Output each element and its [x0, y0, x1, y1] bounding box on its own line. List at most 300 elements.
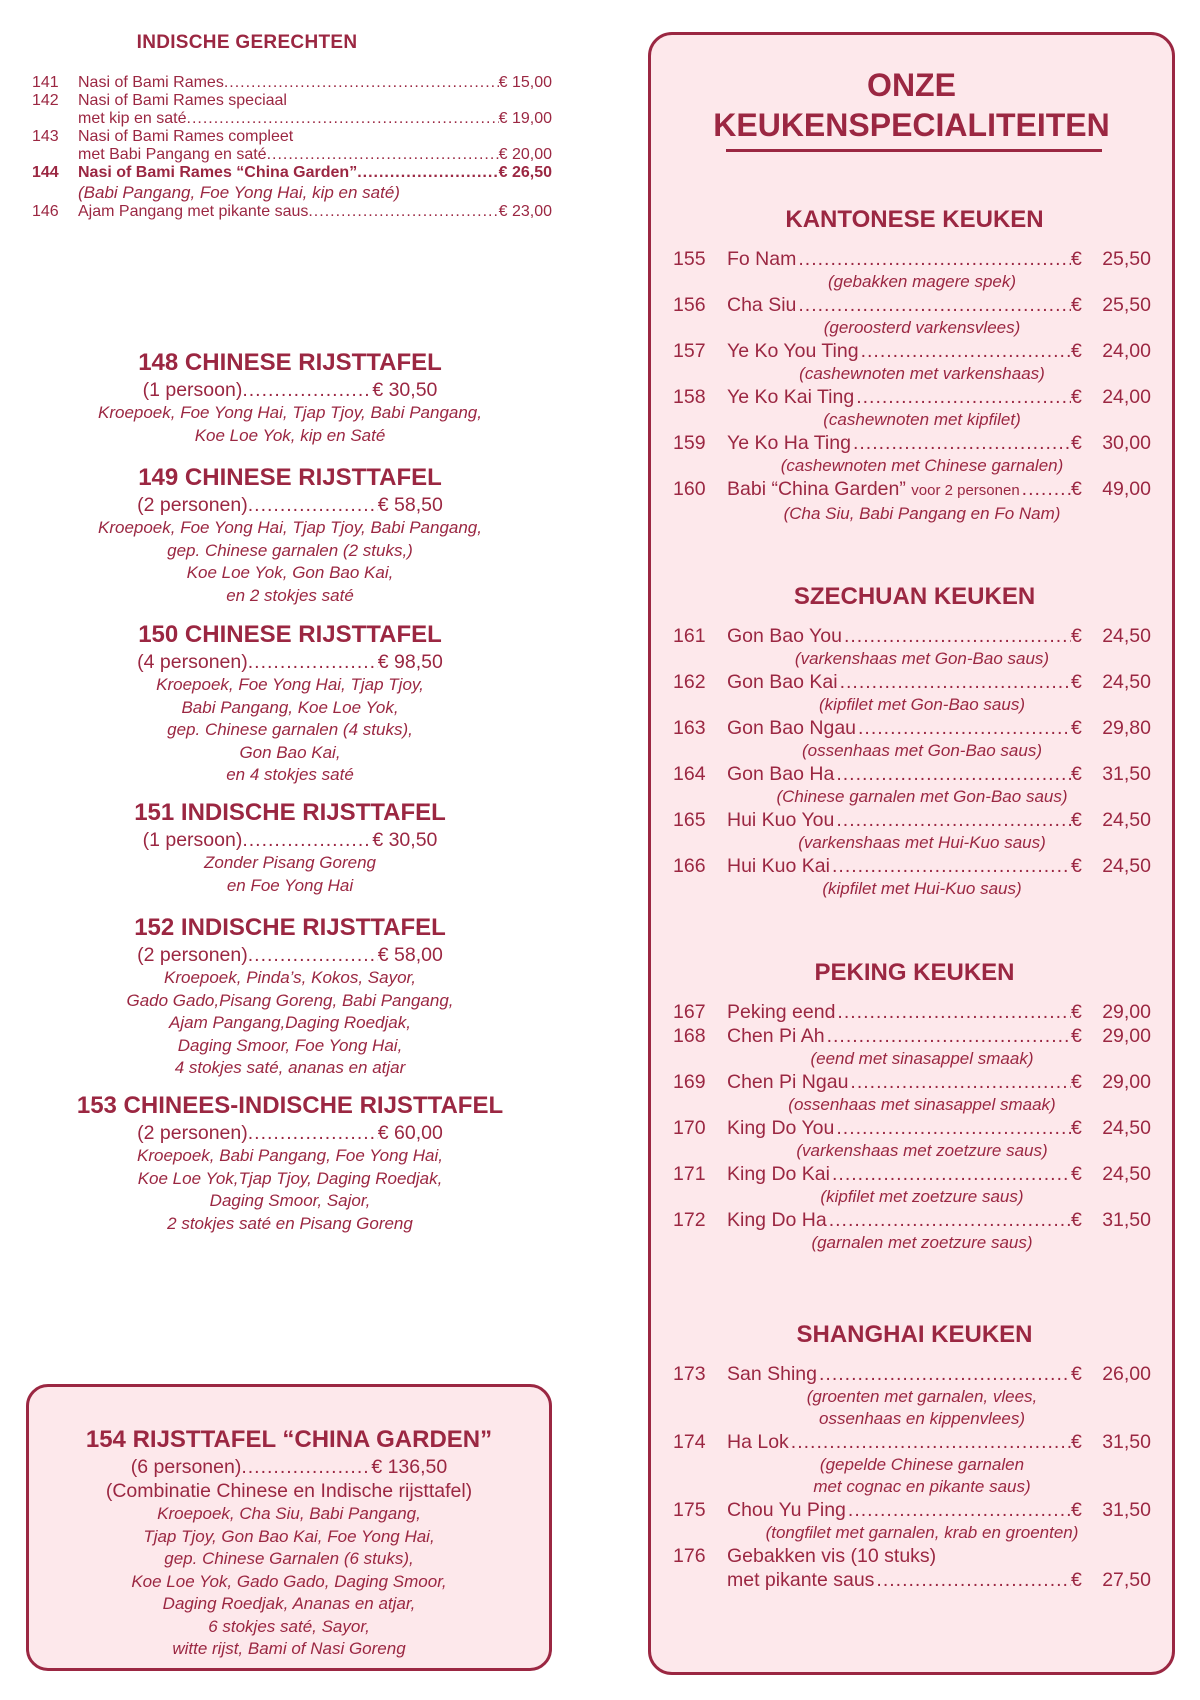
- item-name-text: Babi “China Garden”: [727, 478, 912, 500]
- item-name: [727, 1498, 846, 1522]
- leader-dots: [858, 716, 1071, 740]
- amount: 24,00: [1102, 340, 1151, 362]
- description-line: gep. Chinese Garnalen (6 stuks),: [164, 1549, 414, 1568]
- rijsttafel-148: [30, 348, 550, 447]
- menu-item: [32, 164, 552, 203]
- item-name-text: Ye Ko Ha Ting: [727, 432, 851, 454]
- item-price: [1071, 1070, 1151, 1094]
- currency: €: [1071, 763, 1082, 785]
- item-name: [727, 1430, 789, 1454]
- amount: 29,00: [1102, 1071, 1151, 1093]
- menu-item: [673, 1544, 1151, 1592]
- item-name: [727, 293, 796, 317]
- price: € 30,50: [372, 379, 438, 401]
- description-line: Kroepoek, Babi Pangang, Foe Yong Hai,: [137, 1146, 443, 1165]
- currency: €: [1071, 478, 1082, 500]
- currency: €: [1071, 1025, 1082, 1047]
- panel-title: [651, 65, 1172, 145]
- amount: 25,50: [1102, 248, 1151, 270]
- menu-line: [673, 808, 1151, 832]
- leader-dots: [837, 1000, 1071, 1024]
- kitchen-title: SHANGHAI KEUKEN: [796, 1321, 1033, 1348]
- rijsttafel-description: [30, 402, 550, 447]
- menu-line: [673, 1024, 1151, 1048]
- description-line: gep. Chinese garnalen (4 stuks),: [167, 720, 413, 739]
- item-name: [727, 670, 838, 694]
- item-price: [1071, 1162, 1151, 1186]
- description-line: Daging Roedjak, Ananas en atjar,: [162, 1594, 416, 1613]
- item-number: 175: [673, 1499, 706, 1521]
- rijsttafel-description: [30, 517, 550, 607]
- rijsttafel-title: 152 INDISCHE RIJSTTAFEL: [134, 914, 446, 941]
- currency: €: [1071, 432, 1082, 454]
- amount: 24,50: [1102, 625, 1151, 647]
- currency: €: [1071, 809, 1082, 831]
- panel-title-line2: KEUKENSPECIALITEITEN: [713, 107, 1110, 143]
- keukenspecialiteiten-panel: [648, 32, 1175, 1675]
- item-price: [1071, 854, 1151, 878]
- rijsttafel-price-line: [30, 493, 550, 517]
- item-name: [727, 1362, 817, 1386]
- amount: 31,50: [1102, 1209, 1151, 1231]
- description-line: Kroepoek, Cha Siu, Babi Pangang,: [157, 1504, 421, 1523]
- rijsttafel-price-line: [30, 828, 550, 852]
- menu-line: [32, 92, 552, 110]
- leader-dots: [827, 1024, 1071, 1048]
- item-description: (cashewnoten met Chinese garnalen): [780, 456, 1064, 475]
- item-price: € 20,00: [498, 146, 552, 163]
- menu-line: [673, 670, 1151, 694]
- item-name: [727, 247, 796, 271]
- item-name-text: Peking eend: [727, 1001, 836, 1023]
- amount: 31,50: [1102, 1431, 1151, 1453]
- item-extra: voor 2 personen: [911, 482, 1020, 499]
- item-name-continued: met pikante saus: [727, 1569, 875, 1591]
- item-description: (kipfilet met Hui-Kuo saus): [822, 879, 1022, 898]
- rijsttafel-description: [29, 1503, 549, 1661]
- description-line: en 4 stokjes saté: [226, 765, 354, 784]
- description-line: Kroepoek, Foe Yong Hai, Tjap Tjoy,: [156, 675, 424, 694]
- menu-item: [32, 92, 552, 128]
- rijsttafel-title: 153 CHINEES-INDISCHE RIJSTTAFEL: [76, 1092, 504, 1119]
- item-name: [727, 431, 851, 455]
- item-description: (cashewnoten met kipfilet): [823, 410, 1021, 429]
- amount: 26,00: [1102, 1363, 1151, 1385]
- menu-item: [673, 1498, 1151, 1544]
- item-number: 158: [673, 386, 706, 408]
- item-name: [727, 477, 1020, 503]
- menu-item: [673, 624, 1151, 670]
- currency: €: [1071, 248, 1082, 270]
- leader-dots: [819, 1362, 1071, 1386]
- description-line: 4 stokjes saté, ananas en atjar: [174, 1058, 406, 1077]
- menu-item: [673, 477, 1151, 525]
- amount: 24,50: [1102, 1163, 1151, 1185]
- leader-dots: [242, 378, 372, 402]
- menu-line: [673, 1116, 1151, 1140]
- leader-dots: [853, 431, 1071, 455]
- menu-item: [673, 1362, 1151, 1430]
- menu-line: [32, 74, 552, 92]
- item-name-text: Hui Kuo Kai: [727, 855, 830, 877]
- rijsttafel-description: [30, 1145, 550, 1235]
- persons-label: (1 persoon): [142, 379, 243, 401]
- indische-gerechten-section: [32, 32, 552, 221]
- item-name: Nasi of Bami Rames “China Garden”: [78, 164, 358, 181]
- description-line: Koe Loe Yok, kip en Saté: [194, 425, 386, 445]
- menu-line: [673, 1208, 1151, 1232]
- item-price: [1071, 1208, 1151, 1232]
- menu-item: [673, 1000, 1151, 1024]
- item-description: (eend met sinasappel smaak): [810, 1049, 1034, 1068]
- menu-line: [673, 431, 1151, 455]
- description-line: Kroepoek, Foe Yong Hai, Tjap Tjoy, Babi Pangang,: [97, 518, 482, 537]
- currency: €: [1071, 1431, 1082, 1453]
- amount: 27,50: [1102, 1569, 1151, 1591]
- rijsttafel-153: [30, 1091, 550, 1235]
- menu-line: [673, 247, 1151, 271]
- item-number: 165: [673, 809, 706, 831]
- amount: 24,00: [1102, 386, 1151, 408]
- leader-dots: [844, 624, 1071, 648]
- description-line: Gado Gado,Pisang Goreng, Babi Pangang,: [126, 990, 454, 1010]
- menu-line: [673, 854, 1151, 878]
- persons-label: (2 personen): [137, 944, 248, 966]
- menu-item: [673, 716, 1151, 762]
- item-price: [1071, 716, 1151, 740]
- item-description: met cognac en pikante saus): [813, 1477, 1031, 1496]
- amount: 24,50: [1102, 1117, 1151, 1139]
- item-number: 159: [673, 432, 706, 454]
- leader-dots: [242, 828, 372, 852]
- price: € 58,00: [377, 944, 443, 966]
- menu-line: [673, 1544, 1151, 1568]
- persons-label: (6 personen): [130, 1456, 242, 1478]
- leader-dots: [832, 854, 1071, 878]
- item-price: € 23,00: [498, 203, 552, 220]
- leader-dots: [829, 1208, 1071, 1232]
- item-description: ossenhaas en kippenvlees): [818, 1409, 1026, 1428]
- item-description: (varkenshaas met zoetzure saus): [796, 1141, 1048, 1160]
- item-name-text: King Do You: [727, 1117, 835, 1139]
- item-name: [727, 1024, 825, 1048]
- item-description: (gebakken magere spek): [827, 272, 1017, 291]
- item-name: [727, 762, 834, 786]
- currency: €: [1071, 294, 1082, 316]
- currency: €: [1071, 625, 1082, 647]
- item-description: (ossenhaas met Gon-Bao saus): [801, 741, 1042, 760]
- item-price: € 19,00: [498, 110, 552, 127]
- amount: 24,50: [1102, 855, 1151, 877]
- currency: €: [1071, 1163, 1082, 1185]
- item-name-text: Gon Bao Ngau: [727, 717, 857, 739]
- item-price: [1071, 431, 1151, 455]
- description-line: en 2 stokjes saté: [226, 585, 354, 605]
- item-name: Nasi of Bami Rames: [78, 74, 224, 91]
- kitchen-title: PEKING KEUKEN: [814, 959, 1015, 986]
- leader-dots: [876, 1568, 1071, 1592]
- description-line: Zonder Pisang Goreng: [204, 853, 376, 872]
- item-number: 157: [673, 340, 706, 362]
- item-description: (kipfilet met zoetzure saus): [820, 1187, 1024, 1206]
- description-line: Kroepoek, Pinda’s, Kokos, Sayor,: [163, 968, 416, 987]
- item-description: (geroosterd varkensvlees): [823, 318, 1021, 337]
- item-name: Nasi of Bami Rames compleet: [78, 128, 294, 145]
- item-name-text: Ha Lok: [727, 1431, 789, 1453]
- leader-dots: [848, 1498, 1071, 1522]
- rijsttafel-151: [30, 798, 550, 897]
- currency: €: [1071, 1499, 1082, 1521]
- item-number: 164: [673, 763, 706, 785]
- item-price: € 15,00: [498, 74, 552, 91]
- rijsttafel-price-line: [30, 378, 550, 402]
- amount: 30,00: [1102, 432, 1151, 454]
- rijsttafel-price-line: [29, 1455, 549, 1479]
- amount: 24,50: [1102, 671, 1151, 693]
- description-line: Gon Bao Kai,: [239, 742, 341, 762]
- item-name: [727, 854, 830, 878]
- rijsttafel-description: [30, 852, 550, 897]
- item-price: [1071, 762, 1151, 786]
- item-number: 160: [673, 478, 706, 500]
- item-number: 162: [673, 671, 706, 693]
- item-price: [1071, 1430, 1151, 1454]
- item-price: [1071, 1362, 1151, 1386]
- item-name: met kip en saté: [78, 110, 187, 127]
- description-line: witte rijst, Bami of Nasi Goreng: [172, 1639, 406, 1658]
- persons-label: (2 personen): [137, 494, 248, 516]
- item-name: [727, 716, 856, 740]
- menu-line: [673, 762, 1151, 786]
- item-number: 173: [673, 1363, 706, 1385]
- leader-dots: [1022, 477, 1071, 501]
- menu-item: [32, 74, 552, 92]
- rijsttafel-title: 149 CHINESE RIJSTTAFEL: [138, 464, 442, 491]
- leader-dots: [248, 650, 378, 674]
- item-description: (varkenshaas met Gon-Bao saus): [794, 649, 1050, 668]
- persons-label: (4 personen): [137, 651, 248, 673]
- item-price: € 26,50: [498, 164, 552, 181]
- item-price: [1071, 1024, 1151, 1048]
- price: € 30,50: [372, 829, 438, 851]
- menu-line: [673, 477, 1151, 503]
- persons-label: (2 personen): [137, 1122, 248, 1144]
- menu-item: [673, 1070, 1151, 1116]
- leader-dots: [850, 1070, 1071, 1094]
- panel-title-line1: ONZE: [867, 67, 956, 103]
- description-line: gep. Chinese garnalen (2 stuks,): [167, 540, 413, 560]
- leader-dots: [248, 943, 378, 967]
- leader-dots: [798, 247, 1071, 271]
- item-number: 142: [32, 92, 59, 109]
- item-price: [1071, 477, 1151, 501]
- kitchen-title: KANTONESE KEUKEN: [785, 206, 1044, 233]
- menu-line: [673, 1000, 1151, 1024]
- amount: 31,50: [1102, 1499, 1151, 1521]
- item-name: Gebakken vis (10 stuks): [727, 1545, 937, 1567]
- item-name-text: Ye Ko You Ting: [727, 340, 859, 362]
- leader-dots: [861, 339, 1071, 363]
- currency: €: [1071, 1209, 1082, 1231]
- item-name: [727, 339, 859, 363]
- amount: 49,00: [1102, 478, 1151, 500]
- item-number: 143: [32, 128, 59, 145]
- item-description: (garnalen met zoetzure saus): [811, 1233, 1033, 1252]
- amount: 24,50: [1102, 809, 1151, 831]
- item-price: [1071, 670, 1151, 694]
- leader-dots: [224, 74, 499, 92]
- menu-item: [673, 670, 1151, 716]
- price: € 98,50: [377, 651, 443, 673]
- leader-dots: [832, 1162, 1071, 1186]
- price: € 136,50: [371, 1456, 448, 1478]
- menu-line: [673, 293, 1151, 317]
- leader-dots: [187, 110, 499, 128]
- item-name: Nasi of Bami Rames speciaal: [78, 92, 287, 109]
- menu-line: [673, 339, 1151, 363]
- currency: €: [1071, 717, 1082, 739]
- menu-item: [673, 293, 1151, 339]
- leader-dots: [836, 1116, 1071, 1140]
- kantonese-keuken: [673, 205, 1151, 525]
- currency: €: [1071, 1001, 1082, 1023]
- item-name: [727, 1116, 834, 1140]
- leader-dots: [308, 203, 498, 221]
- item-number: 171: [673, 1163, 706, 1185]
- leader-dots: [357, 164, 498, 182]
- leader-dots: [836, 808, 1071, 832]
- rijsttafel-note: (Combinatie Chinese en Indische rijsttafel): [105, 1480, 473, 1502]
- currency: €: [1071, 1363, 1082, 1385]
- item-number: 168: [673, 1025, 706, 1047]
- currency: €: [1071, 671, 1082, 693]
- menu-item: [673, 1208, 1151, 1254]
- price: € 60,00: [377, 1122, 443, 1144]
- item-name-text: Hui Kuo You: [727, 809, 835, 831]
- menu-line: [673, 716, 1151, 740]
- item-number: 161: [673, 625, 706, 647]
- menu-item: [673, 1116, 1151, 1162]
- rijsttafel-description: [30, 967, 550, 1080]
- leader-dots: [798, 293, 1071, 317]
- menu-item: [673, 339, 1151, 385]
- item-number: 155: [673, 248, 706, 270]
- leader-dots: [267, 146, 499, 164]
- item-description: (groenten met garnalen, vlees,: [806, 1387, 1038, 1406]
- description-line: 6 stokjes saté, Sayor,: [208, 1616, 370, 1636]
- currency: €: [1071, 340, 1082, 362]
- menu-item: [673, 431, 1151, 477]
- item-price: [1071, 808, 1151, 832]
- description-line: 2 stokjes saté en Pisang Goreng: [167, 1213, 413, 1233]
- currency: €: [1071, 1117, 1082, 1139]
- description-line: Koe Loe Yok, Gado Gado, Daging Smoor,: [131, 1571, 447, 1591]
- item-name: [727, 1070, 848, 1094]
- item-number: 176: [673, 1545, 706, 1567]
- item-description: (varkenshaas met Hui-Kuo saus): [798, 833, 1046, 852]
- item-price: [1071, 247, 1151, 271]
- item-name-text: Chou Yu Ping: [727, 1499, 846, 1521]
- rijsttafel-150: [30, 620, 550, 787]
- amount: 25,50: [1102, 294, 1151, 316]
- menu-line: [673, 1568, 1151, 1592]
- item-description: (ossenhaas met sinasappel smaak): [788, 1095, 1056, 1114]
- rijsttafel-price-line: [30, 650, 550, 674]
- item-name: Ajam Pangang met pikante saus: [78, 203, 309, 220]
- item-price: [1071, 1000, 1151, 1024]
- item-name: [727, 808, 834, 832]
- menu-item: [673, 808, 1151, 854]
- item-number: 172: [673, 1209, 706, 1231]
- menu-line: [673, 385, 1151, 409]
- menu-line: [673, 1498, 1151, 1522]
- currency: €: [1071, 386, 1082, 408]
- item-price: [1071, 385, 1151, 409]
- item-name: [727, 1208, 827, 1232]
- rijsttafel-154-box: [26, 1384, 552, 1671]
- item-number: 144: [32, 164, 59, 181]
- currency: €: [1071, 1071, 1082, 1093]
- item-name-text: Chen Pi Ngau: [727, 1071, 849, 1093]
- description-line: Tjap Tjoy, Gon Bao Kai, Foe Yong Hai,: [143, 1526, 435, 1546]
- description-line: en Foe Yong Hai: [226, 875, 354, 895]
- amount: 29,00: [1102, 1025, 1151, 1047]
- menu-item: [673, 247, 1151, 293]
- leader-dots: [248, 1121, 378, 1145]
- item-name: [727, 385, 854, 409]
- rijsttafel-title: 148 CHINESE RIJSTTAFEL: [138, 349, 442, 376]
- item-name-text: Fo Nam: [727, 248, 797, 270]
- currency: €: [1071, 855, 1082, 877]
- item-number: 166: [673, 855, 706, 877]
- menu-item: [673, 762, 1151, 808]
- menu-line: [32, 128, 552, 146]
- menu-line: [673, 1362, 1151, 1386]
- menu-item: [32, 203, 552, 221]
- leader-dots: [856, 385, 1071, 409]
- item-description: (kipfilet met Gon-Bao saus): [819, 695, 1025, 714]
- item-description: (cashewnoten met varkenshaas): [799, 364, 1045, 383]
- amount: 29,80: [1102, 717, 1151, 739]
- item-description: (Babi Pangang, Foe Yong Hai, kip en saté): [78, 183, 400, 202]
- item-name: met Babi Pangang en saté: [78, 146, 267, 163]
- item-number: 169: [673, 1071, 706, 1093]
- item-price: [1071, 339, 1151, 363]
- item-number: 146: [32, 203, 59, 220]
- description-line: Koe Loe Yok, Gon Bao Kai,: [186, 563, 394, 582]
- item-name: [727, 624, 842, 648]
- menu-line: [673, 1430, 1151, 1454]
- rijsttafel-152: [30, 913, 550, 1080]
- menu-line: [673, 624, 1151, 648]
- item-name-text: King Do Ha: [727, 1209, 827, 1231]
- menu-item: [673, 1024, 1151, 1070]
- item-number: 141: [32, 74, 59, 91]
- menu-line: [673, 1070, 1151, 1094]
- item-description: (tongfilet met garnalen, krab en groenten): [765, 1523, 1079, 1542]
- item-name-text: Cha Siu: [727, 294, 797, 316]
- rijsttafel-title: 154 RIJSTTAFEL “CHINA GARDEN”: [85, 1426, 493, 1453]
- amount: 31,50: [1102, 763, 1151, 785]
- description-line: Daging Smoor, Sajor,: [209, 1191, 371, 1210]
- item-price: [1071, 293, 1151, 317]
- menu-line: [32, 203, 552, 221]
- menu-item: [673, 854, 1151, 900]
- menu-item: [673, 1430, 1151, 1498]
- menu-line: [673, 1162, 1151, 1186]
- rijsttafel-title: 151 INDISCHE RIJSTTAFEL: [134, 799, 446, 826]
- item-price: [1071, 624, 1151, 648]
